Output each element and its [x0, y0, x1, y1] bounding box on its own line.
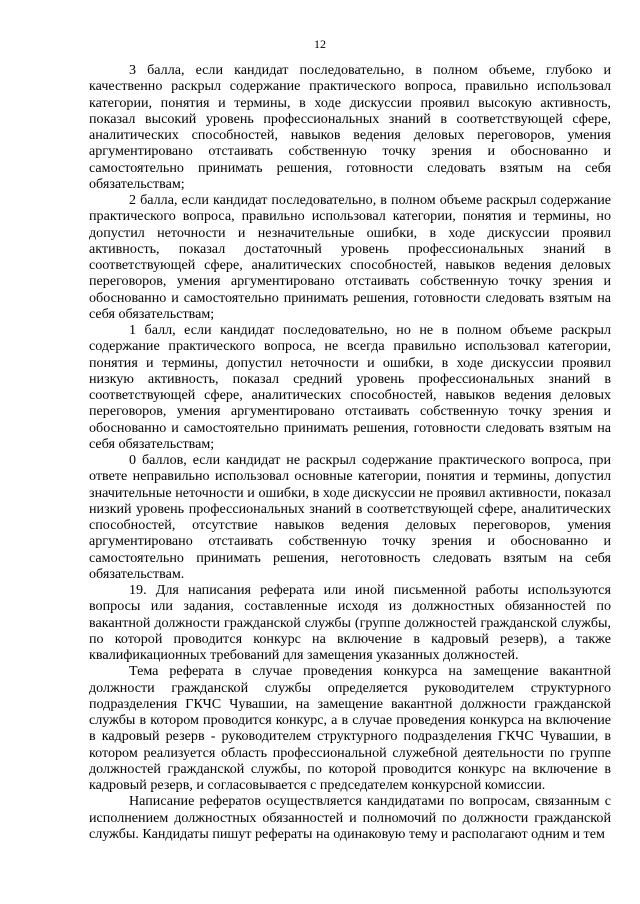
paragraph-essay-topic: Тема реферата в случае проведения конкурса на замещение вакантной должности гражданской службы определяется руководителем структурного подразделения ГКЧС Чувашии, на замещение вакантной должности гражданской службы в котором проводится конкурс, а в случае проведения конкурса на включение в кадровый резерв - руководителем структурного подразделения ГКЧС Чувашии, в котором реализуется область профессиональной служебной деятельности по группе должностей гражданской службы, по которой проводится конкурс на включение в кадровый резерв, и согласовывается с председателем конкурсной комиссии. [89, 663, 611, 793]
paragraph-score-3: 3 балла, если кандидат последовательно, в полном объеме, глубоко и качественно раскрыл содержание практического вопроса, правильно использовал категории, понятия и термины, в ходе дискуссии проявил высокую активность, показал высокий уровень профессиональных знаний в соответствующей сфере, аналитических способностей, навыков ведения деловых переговоров, умения аргументировано отстаивать собственную точку зрения и обоснованно и самостоятельно принимать решения, готовности следовать взятым на себя обязательствам; [89, 62, 611, 192]
paragraph-item-19: 19. Для написания реферата или иной письменной работы используются вопросы или задания, составленные исходя из должностных обязанностей по вакантной должности гражданской службы (группе должностей гражданской службы, по которой проводится конкурс на включение в кадровый резерв), а также квалификационных требований для замещения указанных должностей. [89, 582, 611, 663]
paragraph-score-1: 1 балл, если кандидат последовательно, но не в полном объеме раскрыл содержание практического вопроса, не всегда правильно использовал категории, понятия и термины, допустил неточности и ошибки, в ходе дискуссии проявил низкую активность, показал средний уровень профессиональных знаний в соответствующей сфере, аналитических способностей, навыков ведения деловых переговоров, умения аргументировано отстаивать собственную точку зрения и обоснованно и самостоятельно принимать решения, готовности следовать взятым на себя обязательствам; [89, 322, 611, 452]
document-body [89, 62, 611, 842]
paragraph-essay-writing: Написание рефератов осуществляется кандидатами по вопросам, связанным с исполнением должностных обязанностей и полномочий по должности гражданской службы. Кандидаты пишут рефераты на одинаковую тему и располагают одним и тем [89, 793, 611, 842]
paragraph-score-2: 2 балла, если кандидат последовательно, в полном объеме раскрыл содержание практического вопроса, правильно использовал категории, понятия и термины, но допустил неточности и незначительные ошибки, в ходе дискуссии проявил активность, показал достаточный уровень профессиональных знаний в соответствующей сфере, аналитических способностей, навыков ведения деловых переговоров, умения аргументировано отстаивать собственную точку зрения и обоснованно и самостоятельно принимать решения, готовности следовать взятым на себя обязательствам; [89, 192, 611, 322]
paragraph-score-0: 0 баллов, если кандидат не раскрыл содержание практического вопроса, при ответе неправильно использовал основные категории, понятия и термины, допустил значительные неточности и ошибки, в ходе дискуссии не проявил активности, показал низкий уровень профессиональных знаний в соответствующей сфере, аналитических способностей, отсутствие навыков ведения деловых переговоров, умения аргументировано отстаивать собственную точку зрения и обоснованно и самостоятельно принимать решения, неготовность следовать взятым на себя обязательствам. [89, 452, 611, 582]
page-number: 12 [314, 37, 326, 51]
